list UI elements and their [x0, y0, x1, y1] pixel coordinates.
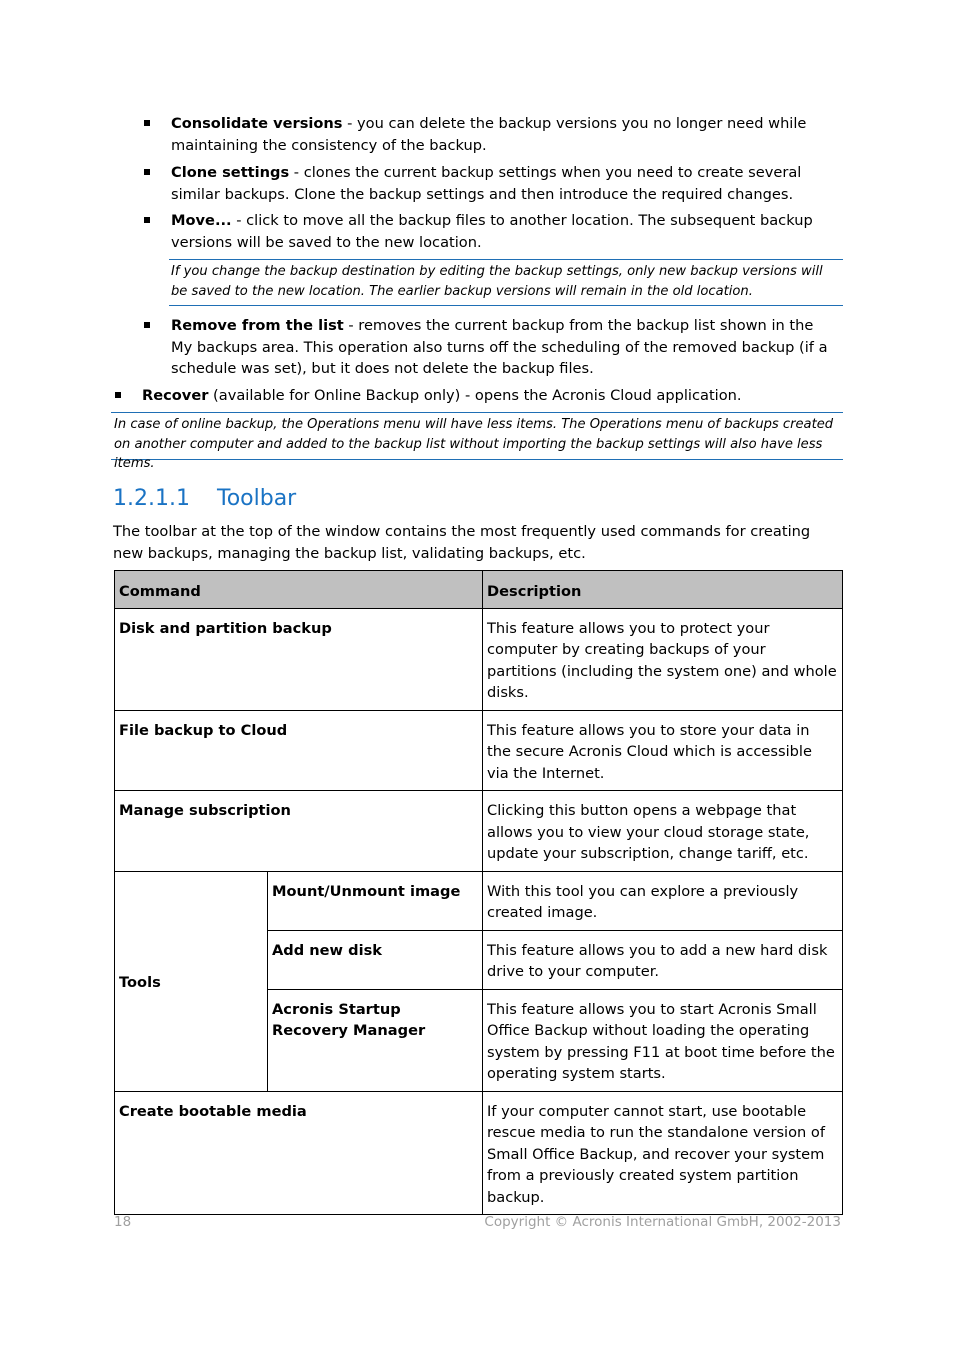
bullet-term: Clone settings [171, 164, 290, 181]
bullet-term: Remove from the list [171, 317, 344, 334]
table-row [115, 871, 843, 930]
bullet-marker [144, 322, 150, 328]
note-move: If you change the backup destination by editing the backup settings, only new backup versions will be saved to the new location. The earlier backup versions will remain in the old location. [169, 259, 843, 306]
command-cell: Mount/Unmount image [268, 871, 483, 930]
command-cell: Manage subscription [115, 791, 483, 872]
bullet-move [171, 210, 831, 253]
bullet-recover [142, 385, 842, 407]
description-cell: Clicking this button opens a webpage that allows you to view your cloud storage state, update your subscription, change tariff, etc. [483, 791, 843, 872]
command-cell: Disk and partition backup [115, 608, 483, 710]
command-cell: Create bootable media [115, 1091, 483, 1215]
section-number: 1.2.1.1 [113, 486, 190, 511]
description-cell: This feature allows you to store your data in the secure Acronis Cloud which is accessible via the Internet. [483, 710, 843, 791]
bullet-remove-from-list [171, 315, 831, 380]
bullet-text: - you can delete the backup versions you no longer need while maintaining the consistency of the backup. [171, 115, 807, 154]
section-intro: The toolbar at the top of the window contains the most frequently used commands for creating new backups, managing the backup list, validating backups, etc. [113, 523, 811, 562]
section-title: Toolbar [217, 486, 297, 511]
tools-group-label: Tools [115, 871, 268, 1091]
description-cell: With this tool you can explore a previously created image. [483, 871, 843, 930]
bullet-text: (available for Online Backup only) - opens the Acronis Cloud application. [208, 387, 742, 404]
bullet-text: - removes the current backup from the backup list shown in the My backups area. This operation also turns off the scheduling of the removed backup (if a schedule was set), but it does not delete the backup files. [171, 317, 828, 377]
bullet-text: - click to move all the backup files to another location. The subsequent backup versions will be saved to the new location. [171, 212, 813, 251]
note-operations: In case of online backup, the Operations menu will have less items. The Operations menu of backups created on another computer and added to the backup list without importing the backup settings will also have less items. [111, 412, 843, 460]
header-description: Description [483, 571, 843, 609]
command-cell: Add new disk [268, 930, 483, 989]
toolbar-commands-table [114, 570, 843, 1215]
page-number: 18 [114, 1214, 132, 1230]
bullet-term: Consolidate versions [171, 115, 343, 132]
description-cell: This feature allows you to protect your computer by creating backups of your partitions (including the system one) and whole disks. [483, 608, 843, 710]
bullet-consolidate-versions [171, 113, 843, 156]
bullet-marker [144, 120, 150, 126]
command-cell: Acronis Startup Recovery Manager [268, 989, 483, 1091]
bullet-term: Move... [171, 212, 232, 229]
table-row [115, 1091, 843, 1215]
table-header-row [115, 571, 843, 609]
copyright-text: Copyright © Acronis International GmbH, 2002-2013 [484, 1214, 841, 1230]
bullet-term: Recover [142, 387, 209, 404]
section-heading [113, 485, 296, 513]
table-row [115, 710, 843, 791]
header-command: Command [115, 571, 483, 609]
command-cell: File backup to Cloud [115, 710, 483, 791]
bullet-marker [144, 169, 150, 175]
bullet-marker [115, 392, 121, 398]
bullet-clone-settings [171, 162, 843, 205]
table-row [115, 608, 843, 710]
description-cell: If your computer cannot start, use bootable rescue media to run the standalone version of Small Office Backup, and recover your system from a previously created system partition backup. [483, 1091, 843, 1215]
bullet-text: - clones the current backup settings when you need to create several similar backups. Clone the backup settings and then introduce the required changes. [171, 164, 802, 203]
description-cell: This feature allows you to start Acronis Small Office Backup without loading the operating system by pressing F11 at boot time before the operating system starts. [483, 989, 843, 1091]
bullet-marker [144, 217, 150, 223]
description-cell: This feature allows you to add a new hard disk drive to your computer. [483, 930, 843, 989]
table-row [115, 791, 843, 872]
